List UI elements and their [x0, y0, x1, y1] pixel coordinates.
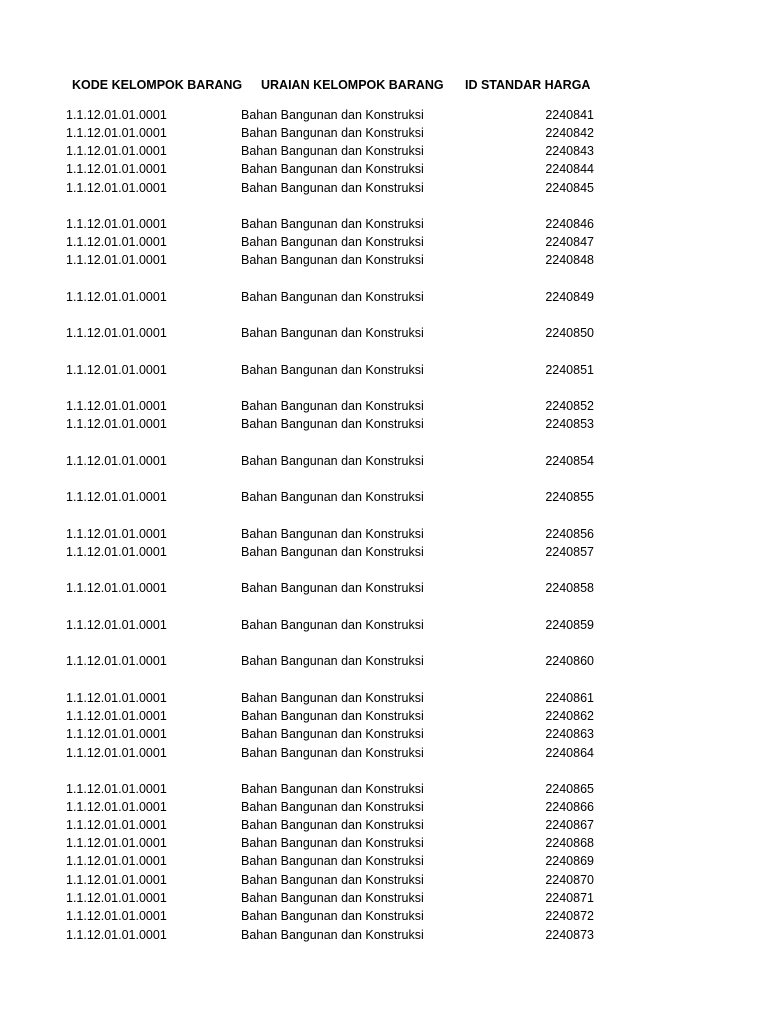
- cell-id-standar-harga: 2240870: [545, 873, 594, 887]
- table-row: [0, 324, 768, 342]
- cell-id-standar-harga: 2240856: [545, 527, 594, 541]
- table-row: [0, 780, 768, 798]
- header-kode-kelompok-barang: KODE KELOMPOK BARANG: [72, 78, 243, 92]
- table-row: [0, 488, 768, 506]
- cell-id-standar-harga: 2240848: [545, 253, 594, 267]
- cell-id-standar-harga: 2240850: [545, 326, 594, 340]
- cell-id-standar-harga: 2240857: [545, 545, 594, 559]
- table-row: [0, 834, 768, 852]
- cell-uraian-kelompok-barang: Bahan Bangunan dan Konstruksi: [241, 490, 424, 504]
- cell-kode-kelompok-barang: 1.1.12.01.01.0001: [66, 144, 167, 158]
- cell-uraian-kelompok-barang: Bahan Bangunan dan Konstruksi: [241, 235, 424, 249]
- cell-uraian-kelompok-barang: Bahan Bangunan dan Konstruksi: [241, 253, 424, 267]
- cell-kode-kelompok-barang: 1.1.12.01.01.0001: [66, 253, 167, 267]
- cell-kode-kelompok-barang: 1.1.12.01.01.0001: [66, 746, 167, 760]
- cell-id-standar-harga: 2240865: [545, 782, 594, 796]
- cell-uraian-kelompok-barang: Bahan Bangunan dan Konstruksi: [241, 399, 424, 413]
- cell-id-standar-harga: 2240863: [545, 727, 594, 741]
- table-row: [0, 124, 768, 142]
- cell-uraian-kelompok-barang: Bahan Bangunan dan Konstruksi: [241, 363, 424, 377]
- cell-uraian-kelompok-barang: Bahan Bangunan dan Konstruksi: [241, 727, 424, 741]
- cell-id-standar-harga: 2240842: [545, 126, 594, 140]
- cell-id-standar-harga: 2240867: [545, 818, 594, 832]
- cell-uraian-kelompok-barang: Bahan Bangunan dan Konstruksi: [241, 854, 424, 868]
- cell-kode-kelompok-barang: 1.1.12.01.01.0001: [66, 818, 167, 832]
- cell-id-standar-harga: 2240844: [545, 162, 594, 176]
- cell-id-standar-harga: 2240873: [545, 928, 594, 942]
- cell-uraian-kelompok-barang: Bahan Bangunan dan Konstruksi: [241, 581, 424, 595]
- cell-uraian-kelompok-barang: Bahan Bangunan dan Konstruksi: [241, 326, 424, 340]
- table-row: [0, 543, 768, 561]
- cell-kode-kelompok-barang: 1.1.12.01.01.0001: [66, 181, 167, 195]
- table-row: [0, 816, 768, 834]
- cell-id-standar-harga: 2240861: [545, 691, 594, 705]
- table-row: [0, 525, 768, 543]
- cell-kode-kelompok-barang: 1.1.12.01.01.0001: [66, 782, 167, 796]
- cell-kode-kelompok-barang: 1.1.12.01.01.0001: [66, 126, 167, 140]
- table-row: [0, 689, 768, 707]
- table-row: [0, 725, 768, 743]
- cell-id-standar-harga: 2240858: [545, 581, 594, 595]
- cell-kode-kelompok-barang: 1.1.12.01.01.0001: [66, 417, 167, 431]
- cell-id-standar-harga: 2240845: [545, 181, 594, 195]
- cell-kode-kelompok-barang: 1.1.12.01.01.0001: [66, 873, 167, 887]
- cell-uraian-kelompok-barang: Bahan Bangunan dan Konstruksi: [241, 928, 424, 942]
- cell-uraian-kelompok-barang: Bahan Bangunan dan Konstruksi: [241, 800, 424, 814]
- cell-kode-kelompok-barang: 1.1.12.01.01.0001: [66, 891, 167, 905]
- table-row: [0, 106, 768, 124]
- cell-uraian-kelompok-barang: Bahan Bangunan dan Konstruksi: [241, 909, 424, 923]
- cell-kode-kelompok-barang: 1.1.12.01.01.0001: [66, 490, 167, 504]
- table-row: [0, 926, 768, 944]
- table-row: [0, 871, 768, 889]
- cell-uraian-kelompok-barang: Bahan Bangunan dan Konstruksi: [241, 746, 424, 760]
- table-row: [0, 707, 768, 725]
- cell-kode-kelompok-barang: 1.1.12.01.01.0001: [66, 581, 167, 595]
- header-uraian-kelompok-barang: URAIAN KELOMPOK BARANG: [261, 78, 444, 92]
- cell-kode-kelompok-barang: 1.1.12.01.01.0001: [66, 709, 167, 723]
- table-row: [0, 397, 768, 415]
- cell-kode-kelompok-barang: 1.1.12.01.01.0001: [66, 290, 167, 304]
- cell-id-standar-harga: 2240852: [545, 399, 594, 413]
- cell-uraian-kelompok-barang: Bahan Bangunan dan Konstruksi: [241, 654, 424, 668]
- cell-uraian-kelompok-barang: Bahan Bangunan dan Konstruksi: [241, 618, 424, 632]
- cell-id-standar-harga: 2240841: [545, 108, 594, 122]
- cell-kode-kelompok-barang: 1.1.12.01.01.0001: [66, 545, 167, 559]
- cell-id-standar-harga: 2240859: [545, 618, 594, 632]
- cell-uraian-kelompok-barang: Bahan Bangunan dan Konstruksi: [241, 417, 424, 431]
- cell-kode-kelompok-barang: 1.1.12.01.01.0001: [66, 909, 167, 923]
- cell-kode-kelompok-barang: 1.1.12.01.01.0001: [66, 217, 167, 231]
- cell-uraian-kelompok-barang: Bahan Bangunan dan Konstruksi: [241, 144, 424, 158]
- cell-id-standar-harga: 2240843: [545, 144, 594, 158]
- table-row: [0, 652, 768, 670]
- cell-kode-kelompok-barang: 1.1.12.01.01.0001: [66, 108, 167, 122]
- cell-uraian-kelompok-barang: Bahan Bangunan dan Konstruksi: [241, 891, 424, 905]
- cell-uraian-kelompok-barang: Bahan Bangunan dan Konstruksi: [241, 454, 424, 468]
- cell-uraian-kelompok-barang: Bahan Bangunan dan Konstruksi: [241, 290, 424, 304]
- cell-uraian-kelompok-barang: Bahan Bangunan dan Konstruksi: [241, 818, 424, 832]
- cell-kode-kelompok-barang: 1.1.12.01.01.0001: [66, 326, 167, 340]
- cell-uraian-kelompok-barang: Bahan Bangunan dan Konstruksi: [241, 108, 424, 122]
- cell-kode-kelompok-barang: 1.1.12.01.01.0001: [66, 399, 167, 413]
- cell-id-standar-harga: 2240864: [545, 746, 594, 760]
- cell-kode-kelompok-barang: 1.1.12.01.01.0001: [66, 454, 167, 468]
- table-row: [0, 415, 768, 433]
- table-row: [0, 452, 768, 470]
- cell-kode-kelompok-barang: 1.1.12.01.01.0001: [66, 162, 167, 176]
- table-row: [0, 179, 768, 197]
- cell-id-standar-harga: 2240853: [545, 417, 594, 431]
- cell-id-standar-harga: 2240855: [545, 490, 594, 504]
- cell-kode-kelompok-barang: 1.1.12.01.01.0001: [66, 836, 167, 850]
- cell-uraian-kelompok-barang: Bahan Bangunan dan Konstruksi: [241, 545, 424, 559]
- cell-kode-kelompok-barang: 1.1.12.01.01.0001: [66, 854, 167, 868]
- cell-uraian-kelompok-barang: Bahan Bangunan dan Konstruksi: [241, 691, 424, 705]
- cell-uraian-kelompok-barang: Bahan Bangunan dan Konstruksi: [241, 181, 424, 195]
- cell-kode-kelompok-barang: 1.1.12.01.01.0001: [66, 618, 167, 632]
- cell-kode-kelompok-barang: 1.1.12.01.01.0001: [66, 800, 167, 814]
- cell-kode-kelompok-barang: 1.1.12.01.01.0001: [66, 691, 167, 705]
- cell-id-standar-harga: 2240866: [545, 800, 594, 814]
- cell-uraian-kelompok-barang: Bahan Bangunan dan Konstruksi: [241, 527, 424, 541]
- cell-id-standar-harga: 2240869: [545, 854, 594, 868]
- table-row: [0, 160, 768, 178]
- cell-uraian-kelompok-barang: Bahan Bangunan dan Konstruksi: [241, 709, 424, 723]
- cell-id-standar-harga: 2240854: [545, 454, 594, 468]
- cell-uraian-kelompok-barang: Bahan Bangunan dan Konstruksi: [241, 126, 424, 140]
- cell-id-standar-harga: 2240862: [545, 709, 594, 723]
- cell-uraian-kelompok-barang: Bahan Bangunan dan Konstruksi: [241, 873, 424, 887]
- table-row: [0, 616, 768, 634]
- table-row: [0, 798, 768, 816]
- cell-uraian-kelompok-barang: Bahan Bangunan dan Konstruksi: [241, 836, 424, 850]
- cell-uraian-kelompok-barang: Bahan Bangunan dan Konstruksi: [241, 162, 424, 176]
- cell-kode-kelompok-barang: 1.1.12.01.01.0001: [66, 928, 167, 942]
- table-row: [0, 852, 768, 870]
- cell-kode-kelompok-barang: 1.1.12.01.01.0001: [66, 527, 167, 541]
- table-row: [0, 288, 768, 306]
- cell-uraian-kelompok-barang: Bahan Bangunan dan Konstruksi: [241, 217, 424, 231]
- table-row: [0, 907, 768, 925]
- cell-id-standar-harga: 2240847: [545, 235, 594, 249]
- cell-id-standar-harga: 2240872: [545, 909, 594, 923]
- table-row: [0, 889, 768, 907]
- cell-kode-kelompok-barang: 1.1.12.01.01.0001: [66, 727, 167, 741]
- cell-id-standar-harga: 2240846: [545, 217, 594, 231]
- table-row: [0, 233, 768, 251]
- table-row: [0, 215, 768, 233]
- cell-id-standar-harga: 2240851: [545, 363, 594, 377]
- table-row: [0, 251, 768, 269]
- cell-id-standar-harga: 2240860: [545, 654, 594, 668]
- table-row: [0, 579, 768, 597]
- cell-kode-kelompok-barang: 1.1.12.01.01.0001: [66, 654, 167, 668]
- cell-kode-kelompok-barang: 1.1.12.01.01.0001: [66, 235, 167, 249]
- cell-uraian-kelompok-barang: Bahan Bangunan dan Konstruksi: [241, 782, 424, 796]
- cell-kode-kelompok-barang: 1.1.12.01.01.0001: [66, 363, 167, 377]
- table-row: [0, 142, 768, 160]
- cell-id-standar-harga: 2240868: [545, 836, 594, 850]
- cell-id-standar-harga: 2240849: [545, 290, 594, 304]
- header-id-standar-harga: ID STANDAR HARGA: [465, 78, 591, 92]
- table-row: [0, 361, 768, 379]
- cell-id-standar-harga: 2240871: [545, 891, 594, 905]
- table-row: [0, 744, 768, 762]
